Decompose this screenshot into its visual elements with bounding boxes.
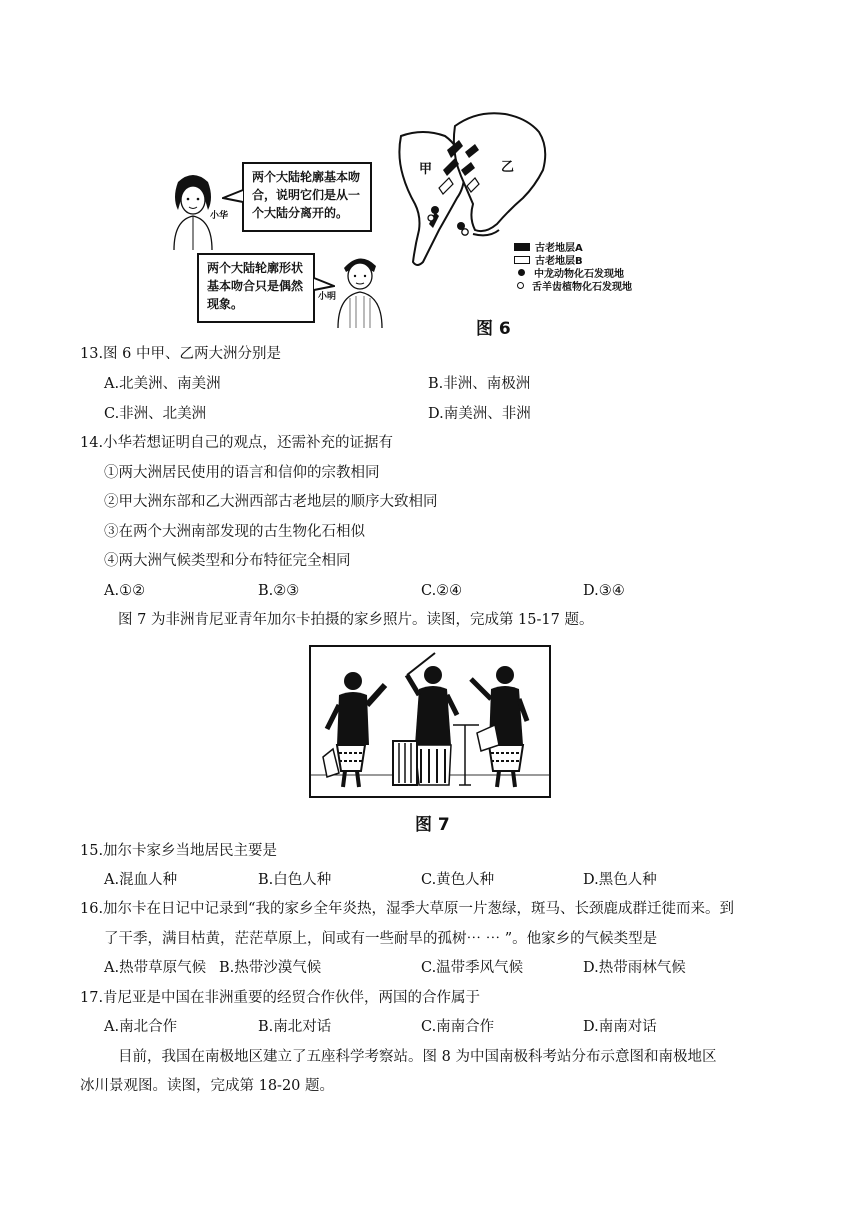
continent-a-label: 甲 (419, 162, 433, 177)
xiaohua-speech: 两个大陆轮廓基本吻合，说明它们是从一个大陆分离开的。 (252, 170, 361, 220)
q16-option-d: D.热带雨林气候 (583, 960, 686, 976)
legend-item-strata-b: 古老地层B (514, 253, 632, 266)
legend-item-glossopteris-fossil: 舌羊齿植物化石发现地 (514, 279, 632, 292)
q17-option-d: D.南南对话 (583, 1019, 657, 1035)
q13-option-d: D.南美洲、非洲 (428, 406, 531, 422)
speech-tail (222, 188, 244, 206)
q14-option-a: A.①② (104, 583, 146, 599)
legend-item-mesosaurus-fossil: 中龙动物化石发现地 (514, 266, 632, 279)
q17-stem: 17.肯尼亚是中国在非洲重要的经贸合作伙伴，两国的合作属于 (80, 990, 481, 1006)
q14-stem: 14.小华若想证明自己的观点，还需补充的证据有 (80, 435, 394, 451)
q14-item-3: ③在两个大洲南部发现的古生物化石相似 (104, 524, 365, 540)
q15-stem: 15.加尔卡家乡当地居民主要是 (80, 843, 278, 859)
q14-item-1: ①两大洲居民使用的语言和信仰的宗教相同 (104, 465, 380, 481)
q14-option-b: B.②③ (258, 583, 300, 599)
figure-6-caption: 图 6 (476, 319, 511, 339)
q15-option-b: B.白色人种 (258, 872, 332, 888)
xiaoming-speech: 两个大陆轮廓形状基本吻合只是偶然现象。 (207, 261, 304, 311)
map-legend (514, 240, 632, 292)
figure-7-intro: 图 7 为非洲肯尼亚青年加尔卡拍摄的家乡照片。读图，完成第 15-17 题。 (118, 612, 594, 628)
q15-option-a: A.混血人种 (104, 872, 178, 888)
q14-item-4: ④两大洲气候类型和分布特征完全相同 (104, 553, 351, 569)
figure-7-photo (309, 645, 551, 798)
q13-option-c: C.非洲、北美洲 (104, 406, 207, 422)
q14-option-c: C.②④ (421, 583, 463, 599)
legend-item-strata-a: 古老地层A (514, 240, 632, 253)
xiaoming-label: 小明 (318, 292, 337, 302)
xiaoming-speech-bubble (197, 253, 315, 323)
xiaohua-speech-bubble (242, 162, 372, 232)
strata-b-swatch (514, 256, 530, 264)
q15-option-d: D.黑色人种 (583, 872, 657, 888)
q17-option-a: A.南北合作 (104, 1019, 178, 1035)
filled-dot-icon (518, 269, 525, 276)
continent-b-label: 乙 (501, 160, 515, 175)
q14-item-2: ②甲大洲东部和乙大洲西部古老地层的顺序大致相同 (104, 494, 438, 510)
strata-a-swatch (514, 243, 530, 251)
figure-8-intro-line-2: 冰川景观图。读图，完成第 18-20 题。 (80, 1078, 335, 1094)
q13-option-a: A.北美洲、南美洲 (104, 376, 221, 392)
q17-option-b: B.南北对话 (258, 1019, 332, 1035)
open-dot-icon (517, 282, 524, 289)
q14-option-d: D.③④ (583, 583, 625, 599)
q13-stem: 13.图 6 中甲、乙两大洲分别是 (80, 346, 282, 362)
q16-stem-line-2: 了干季，满目枯黄，茫茫草原上，间或有一些耐旱的孤树⋯ ⋯ ”。他家乡的气候类型是 (104, 931, 658, 947)
q16-option-c: C.温带季风气候 (421, 960, 524, 976)
q16-option-b: B.热带沙漠气候 (219, 960, 322, 976)
xiaoming-illustration (330, 250, 390, 328)
q15-option-c: C.黄色人种 (421, 872, 495, 888)
figure-8-intro-line-1: 目前，我国在南极地区建立了五座科学考察站。图 8 为中国南极科考站分布示意图和南极地区 (118, 1049, 717, 1065)
figure-7-caption: 图 7 (415, 815, 450, 835)
xiaohua-label: 小华 (210, 211, 229, 221)
q13-option-b: B.非洲、南极洲 (428, 376, 531, 392)
q17-option-c: C.南南合作 (421, 1019, 495, 1035)
q16-stem-line-1: 16.加尔卡在日记中记录到“我的家乡全年炎热，湿季大草原一片葱绿，斑马、长颈鹿成群迁徙而来。到 (80, 901, 734, 917)
q16-option-a: A.热带草原气候 (104, 960, 207, 976)
